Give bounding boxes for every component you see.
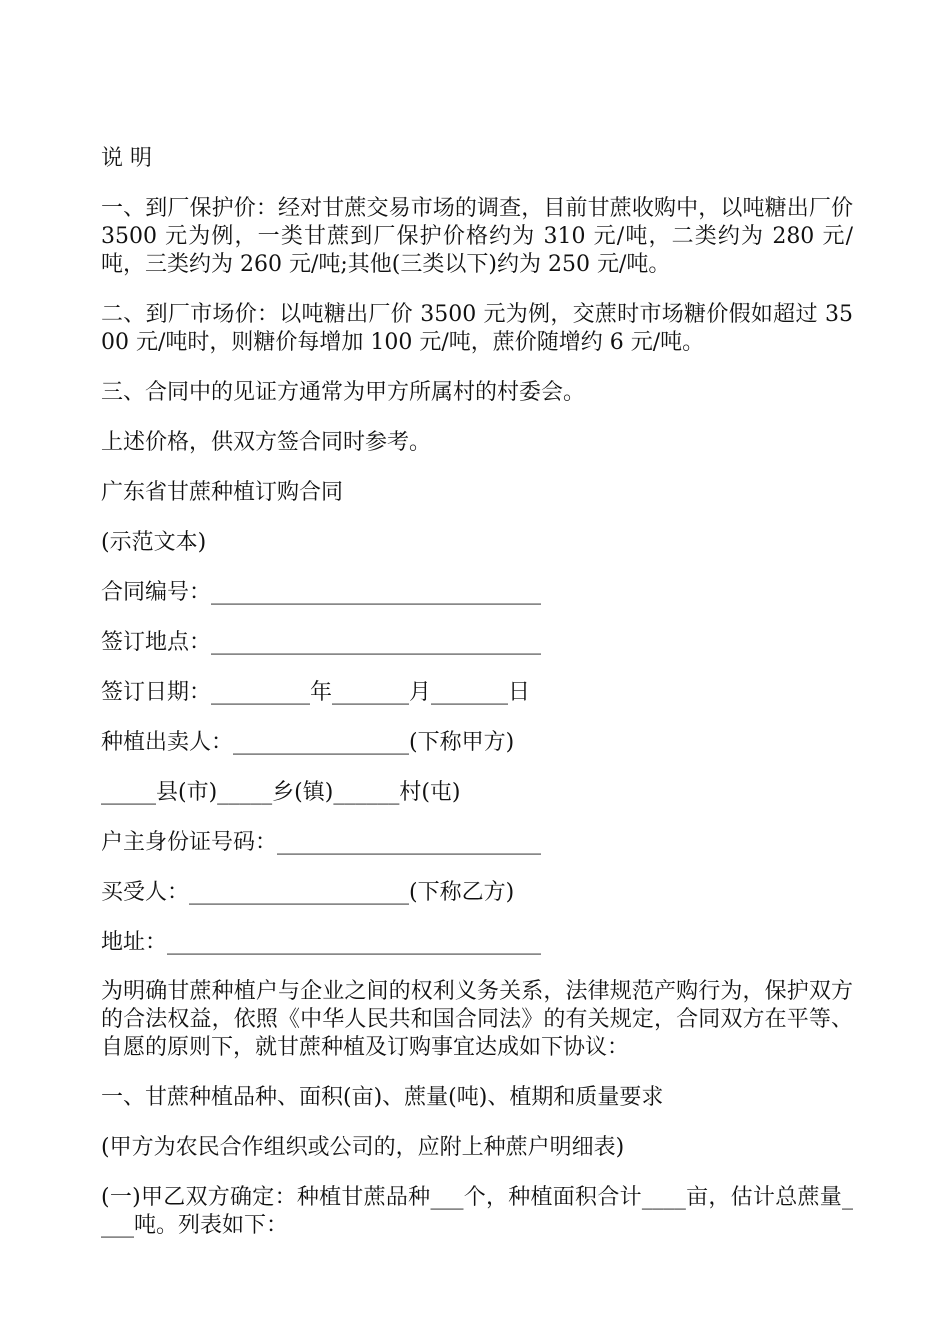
contract-subtitle: (示范文本)	[101, 530, 207, 555]
price-reference-note: 上述价格，供双方签合同时参考。	[101, 430, 432, 455]
field-address: 地址：__________________________________	[101, 930, 542, 955]
field-seller: 种植出卖人：________________(下称甲方)	[101, 730, 515, 755]
field-signing-place: 签订地点：______________________________	[101, 630, 542, 655]
clause-factory-market-price: 二、到厂市场价：以吨糖出厂价 3500 元为例，交蔗时市场糖价假如超过 3500 元/吨时，则糖价每增加 100 元/吨，蔗价随增约 6 元/吨。	[101, 302, 853, 355]
clause-witness: 三、合同中的见证方通常为甲方所属村的村委会。	[101, 380, 586, 405]
field-buyer: 买受人：____________________(下称乙方)	[101, 880, 515, 905]
section-one-note: (甲方为农民合作组织或公司的，应附上种蔗户明细表)	[101, 1135, 625, 1160]
document-page	[101, 145, 860, 1240]
heading-explanation: 说 明	[101, 146, 152, 171]
field-seller-location: _____县(市)_____乡(镇)______村(屯)	[101, 780, 461, 805]
clause-factory-protection-price: 一、到厂保护价：经对甘蔗交易市场的调查，目前甘蔗收购中，以吨糖出厂价 3500 元为例，一类甘蔗到厂保护价格约为 310 元/吨，二类约为 280 元/吨，三类约为 260 元/吨;其他(三类以下)约为 250 元/吨。	[101, 196, 860, 277]
contract-title: 广东省甘蔗种植订购合同	[101, 480, 344, 505]
section-one-heading: 一、甘蔗种植品种、面积(亩)、蔗量(吨)、植期和质量要求	[101, 1085, 664, 1110]
field-signing-date: 签订日期：_________年_______月_______日	[101, 680, 531, 705]
field-id-number: 户主身份证号码：________________________	[101, 830, 542, 855]
field-contract-number: 合同编号：______________________________	[101, 580, 542, 605]
section-one-item-one: (一)甲乙双方确定：种植甘蔗品种___个，种植面积合计____亩，估计总蔗量____吨。列表如下：	[101, 1185, 853, 1238]
contract-preamble: 为明确甘蔗种植户与企业之间的权利义务关系，法律规范产购行为，保护双方的合法权益，依照《中华人民共和国合同法》的有关规定，合同双方在平等、自愿的原则下，就甘蔗种植及订购事宜达成如下协议：	[101, 979, 853, 1060]
